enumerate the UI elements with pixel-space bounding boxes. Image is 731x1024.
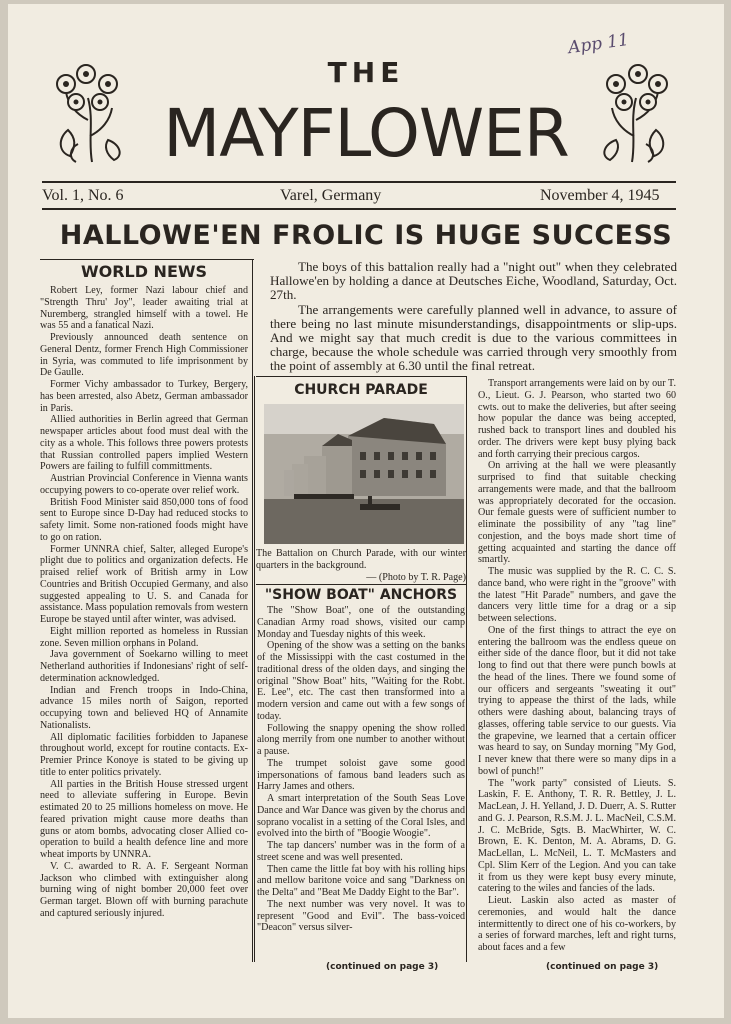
show-boat-paragraph: The trumpet soloist gave some good impersonations of famous band leaders such as Harry James and others. <box>257 757 465 793</box>
handwritten-annotation: App 11 <box>566 29 631 59</box>
show-boat-paragraph: The tap dancers' number was in the form of a street scene and was well presented. <box>257 840 465 863</box>
photo-credit: — (Photo by T. R. Page) <box>366 572 466 583</box>
frolic-paragraph: Transport arrangements were laid on by our T. O., Lieut. G. J. Pearson, who started two 60 cwts. out to make the deliveries, but after seeing how popular the dance was being accepted, rushed back to transport lines and doubled his order. The drivers were kept busy plying back and forth carrying their precious cargos. <box>478 378 676 460</box>
world-news-paragraph: Former Vichy ambassador to Turkey, Bergery, has been arrested, also Abetz, German ambassador in Paris. <box>40 379 248 414</box>
lead-headline: HALLOWE'EN FROLIC IS HUGE SUCCESS <box>59 220 673 251</box>
world-news-paragraph: Robert Ley, former Nazi labour chief and "Strength Thru' Joy", leader awaiting trial at Nuremberg, strangled himself with a towel. He was 55 and a fanatical Nazi. <box>40 285 248 332</box>
frolic-paragraph: The "work party" consisted of Lieuts. S. Laskin, F. E. Anthony, T. R. R. Bettley, J. L. MacLean, J. H. Yelland, J. D. Duerr, A. S. Rutter and G. J. Pearson, R.S.M. J. L. MacNeil, C.S.M. J. C. McBride, Sgts. B. MacWhirter, W. C. Brown, E. K. Denton, M. A. Abrams, D. G. MacLellan, L. McNeil, L. T. McMasters and Cpl. Slim Kerr of the Legion. And you can take it from us they were kept busy every minute, catering to the wiles and fancies of the lads. <box>478 777 676 895</box>
photo-box-left-border <box>254 376 255 962</box>
show-boat-title: "SHOW BOAT" ANCHORS <box>264 587 458 603</box>
frolic-paragraph: Lieut. Laskin also acted as master of ceremonies, and would halt the dance intermittently to direct one of his co-workers, by a series of forward marches, left and right turns, about faces and a few <box>478 895 676 953</box>
photo-caption <box>256 548 466 584</box>
show-boat-paragraph: Opening of the show was a setting on the banks of the Mississippi with the cast costumed in the traditional dress of the olden days, and singing the original "Show Boat" hits, "Waiting for the Robt. E. Lee", etc. The cast then transformed into a modern version and came out with a few songs of today. <box>257 640 465 722</box>
masthead-rule-bottom <box>42 208 676 210</box>
column-divider <box>252 259 253 962</box>
show-boat-paragraph: The next number was very novel. It was to represent "Good and Evil". The bass-voiced "Deacon" versus silver- <box>257 898 465 934</box>
lead-story <box>270 260 677 374</box>
issue-date: November 4, 1945 <box>540 187 660 204</box>
show-boat-paragraph: The "Show Boat", one of the outstanding Canadian Army road shows, visited our camp Monday and Tuesday nights of this week. <box>257 605 465 640</box>
world-news-paragraph: All parties in the British House stressed urgent need to alleviate suffering in Europe. Bevin estimated 20 to 25 millions homeless on move. He feared privation might cause more deaths than guns or atom bombs, advocating closer Allied co-operation to build a health defence line and more wheat imports by UNNRA. <box>40 778 248 860</box>
frolic-column <box>478 378 676 960</box>
newspaper-page <box>8 4 724 1018</box>
world-news-paragraph: Previously announced death sentence on General Dentz, former French High Commissioner in Syria, was commuted to life imprisonment by De Gaulle. <box>40 332 248 379</box>
masthead-rule-top <box>42 181 676 183</box>
world-news-paragraph: Austrian Provincial Conference in Vienna wants occupying powers to co-operate over relief work. <box>40 473 248 496</box>
church-parade-photo <box>264 404 464 544</box>
world-news-paragraph: Eight million reported as homeless in Russian zone. Seven million orphans in Poland. <box>40 625 248 649</box>
world-news-column <box>40 285 248 973</box>
lead-story-paragraph: The arrangements were carefully planned well in advance, to assure of there being no last minute misunderstandings, disappointments or slip-ups. And we might say that much credit is due to the various committees in charge, because the whole schedule was carried through very smoothly from the point of assembly at 6.30 until the final retreat. <box>270 301 677 374</box>
world-news-paragraph: Allied authorities in Berlin agreed that German newspaper articles about food must deal with the city as a whole. This follows three powers protests that Russian controlled papers implied Western Powers are failing to fulfill committments. <box>40 414 248 473</box>
photo-box-right-border <box>466 376 467 962</box>
show-boat-continued: (continued on page 3) <box>326 962 439 972</box>
show-boat-paragraph: Following the snappy opening the show rolled along merrily from one number to another without a pause. <box>257 722 465 757</box>
frolic-paragraph: One of the first things to attract the eye on entering the ballroom was the endless queue on either side of the dance floor, but it did not take long to find out that there were punch bowls at the head of the lines. There we found some of our officers and sergeants "sweating it out" trying to appease the thirst of the lads, while others were dashing about, balancing trays of glasses, offering table service to our guests. Via the grapevine, we learned that a certain officer was heard to say, on Sunday morning "My God, I never knew that there were so many dips in a bowl of punch!" <box>478 624 676 777</box>
issue-volume: Vol. 1, No. 6 <box>42 187 124 204</box>
church-parade-title: CHURCH PARADE <box>294 382 428 398</box>
issue-place: Varel, Germany <box>280 187 382 204</box>
world-news-rule <box>40 259 254 260</box>
lead-story-paragraph: The boys of this battalion really had a "night out" when they celebrated Hallowe'en by holding a dance at Deutsches Eiche, Woodland, Saturday, Oct. 27th. <box>270 259 677 303</box>
show-boat-rule <box>256 584 466 585</box>
frolic-paragraph: The music was supplied by the R. C. C. S. dance band, who were right in the "groove" with the latest "Hit Parade" numbers, and gave the dancers very little time for a drag or a sip between selections. <box>478 566 676 624</box>
show-boat-paragraph: Then came the little fat boy with his rolling hips and mellow baritone voice and sang "Darkness on the Delta" and "Beat Me Daddy Eight to the Bar". <box>257 863 465 898</box>
world-news-paragraph: V. C. awarded to R. A. F. Sergeant Norman Jackson who climbed with extinguisher along burning wing of night bomber 20,000 feet over German target. Blown off with burning parachute and captured seriously injured. <box>40 860 248 919</box>
church-parade-rule <box>256 376 466 377</box>
world-news-paragraph: Former UNNRA chief, Salter, alleged Europe's plight due to politics and organization defects. He praised relief work of British army in Low Countries and British Occupied Germany, and also suggested appealing to U. S. and Canada for assistance. Mass population removals from western Europe be stayed until after winter, was advised. <box>40 543 248 625</box>
world-news-paragraph: All diplomatic facilities forbidden to Japanese throughout world, except for routine contacts. Ex-Premier Prince Konoye is stated to be giving up title to enter politics privately. <box>40 731 248 778</box>
frolic-continued: (continued on page 3) <box>546 962 659 972</box>
world-news-paragraph: Java government of Soekarno willing to meet Netherland authorities if Indonesians' right of self-determination acknowledged. <box>40 649 248 684</box>
show-boat-column <box>257 605 465 961</box>
world-news-title: WORLD NEWS <box>80 262 208 281</box>
world-news-paragraph: Indian and French troops in Indo-China, advance 15 miles north of Saigon, reported occupying town and believed HQ of Annamite Nationalists. <box>40 684 248 731</box>
frolic-paragraph: On arriving at the hall we were pleasantly surprised to find that suitable checking arrangements were made, and that the ballroom was appropriately decorated for the occasion. Our female guests were of sufficient number to eliminate the possibility of any "tag line" conjestion, and the boys made short time of getting acquainted and starting the dance off smartly. <box>478 460 676 566</box>
masthead-title: MAYFLOWER <box>163 95 569 172</box>
photo-caption-text: The Battalion on Church Parade, with our winter quarters in the background. <box>256 548 466 571</box>
masthead-article: THE <box>327 56 405 89</box>
world-news-paragraph: British Food Minister said 850,000 tons of food sent to Europe since D-Day had reduced stocks to safety limit. Some non-rationed foods might have to go on ration. <box>40 496 248 543</box>
show-boat-paragraph: A smart interpretation of the South Seas Love Dance and War Dance was given by the chorus and soprano vocalist in a setting of the Coral Isles, and evolved into the birth of "Boogie Woogie". <box>257 793 465 840</box>
